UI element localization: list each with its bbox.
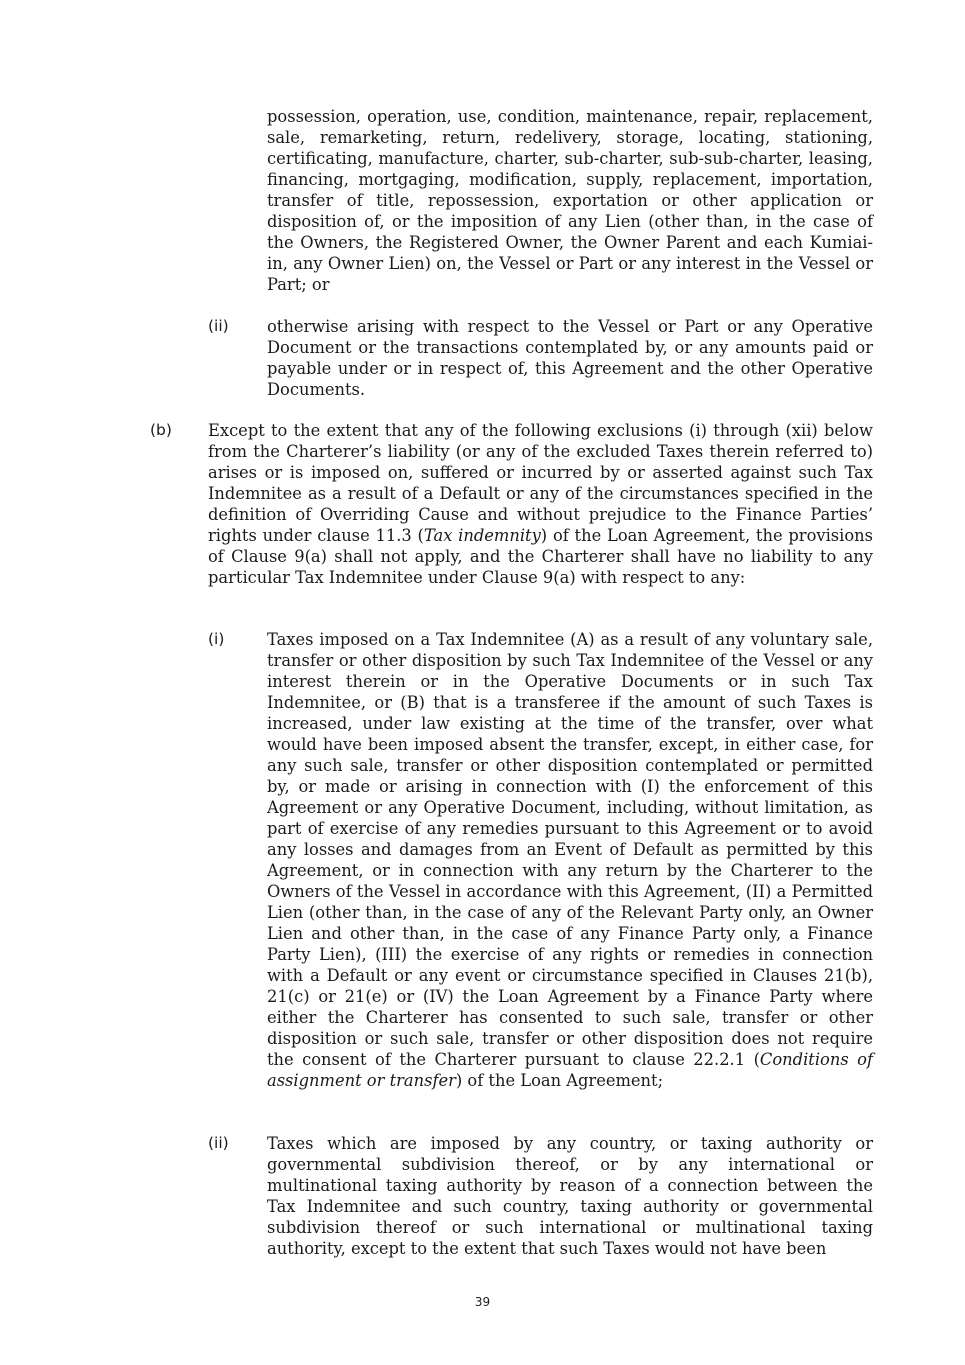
paragraph-continuation: possession, operation, use, condition, maintenance, repair, replacement, sale, remarketing, return, redelivery, storage, locating, stationing, certificating, manufacture, charter, sub-charter, sub-sub-charter, leasing, financing, mortgaging, modification, supply, replacement, importation, transfer of title, repossession, exportation or other application or disposition of, or the imposition of any Lien (other than, in the case of the Owners, the Registered Owner, the Owner Parent and each Kumiai-in, any Owner Lien) on, the Vessel or Part or any interest in the Vessel or Part; or [267, 107, 873, 294]
clause-label-b: (b) [150, 421, 172, 439]
clause-label-b-ii: (ii) [208, 1134, 229, 1152]
page-number: 39 [474, 1295, 491, 1309]
clause-b-i-italic-reference: Conditions of assignment or transfer [267, 1050, 873, 1090]
clause-b-i-text [267, 629, 873, 1091]
clause-b-ii-text: Taxes which are imposed by any country, or taxing authority or governmental subdivision thereof, or by any international or multinational taxing authority by reason of a connection between the Tax Indemnitee and such country, taxing authority or governmental subdivision thereof or such international or multinational taxing authority, except to the extent that such Taxes would not have been [267, 1134, 873, 1258]
clause-label-b-i: (i) [208, 630, 225, 648]
clause-b-text-part-1: Except to the extent that any of the following exclusions (i) through (xii) below from the Charterer’s liability (or any of the excluded Taxes therein referred to) arises or is imposed on, suffered or incurred by or asserted against such Tax Indemnitee as a result of a Default or any of the circumstances specified in the definition of Overriding Cause and without prejudice to the Finance Parties’ rights under clause 11.3 ( [208, 421, 873, 545]
clause-label-a-ii: (ii) [208, 317, 229, 335]
clause-b-italic-reference: Tax indemnity [423, 526, 541, 545]
clause-b-text [208, 420, 873, 588]
clause-b-i-text-part-2: ) of the Loan Agreement; [455, 1071, 664, 1090]
clause-b-i-text-part-1: Taxes imposed on a Tax Indemnitee (A) as a result of any voluntary sale, transfer or other disposition by such Tax Indemnitee of the Vessel or any interest therein or in the Operative Documents or in such Tax Indemnitee, or (B) that is a transferee if the amount of such Taxes is increased, under law existing at the time of the transfer, over what would have been imposed absent the transfer, except, in either case, for any such sale, transfer or other disposition contemplated or permitted by, or made or arising in connection with (I) the enforcement of this Agreement or any Operative Document, including, without limitation, as part of exercise of any remedies pursuant to this Agreement or to avoid any losses and damages from an Event of Default as permitted by this Agreement, or in connection with any return by the Charterer to the Owners of the Vessel in accordance with this Agreement, (II) a Permitted Lien (other than, in the case of any of the Relevant Party only, an Owner Lien and other than, in the case of any Finance Party only, a Finance Party Lien), (III) the exercise of any rights or remedies in connection with a Default or any event or circumstance specified in Clauses 21(b), 21(c) or 21(e) or (IV) the Loan Agreement by a Finance Party where either the Charterer has consented to such sale, transfer or other disposition or such sale, transfer or other disposition does not require the consent of the Charterer pursuant to clause 22.2.1 ( [267, 630, 873, 1069]
clause-a-ii-text: otherwise arising with respect to the Vessel or Part or any Operative Document or the transactions contemplated by, or any amounts paid or payable under or in respect of, this Agreement and the other Operative Documents. [267, 317, 873, 399]
clause-b-text-part-2: ) of the Loan Agreement, the provisions of Clause 9(a) shall not apply, and the Charterer shall have no liability to any particular Tax Indemnitee under Clause 9(a) with respect to any: [208, 526, 873, 587]
